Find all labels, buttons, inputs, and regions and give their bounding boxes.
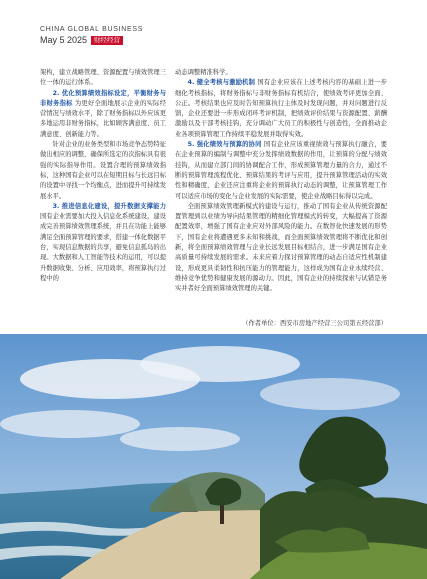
coastal-landscape-photo — [0, 334, 427, 579]
section-tag: 财经经营 — [91, 36, 123, 45]
paragraph: 针对企业的业务类型和市场竞争态势特征做出相应的调整，确保所选定的次指标具有很强的实际指导作用。设置合理的预算绩效指标，这种国有企业可以在短期目标与长远目标的设置中寻找一个均衡点，进而提升可持续发展水平。 — [40, 141, 166, 200]
author-affiliation: （作者单位：西安市房地产经营三公司第五经营部） — [242, 320, 387, 327]
magazine-brand: CHINA GLOBAL BUSINESS — [40, 26, 144, 33]
paragraph: 2. 优化预算绩效指标设定，平衡财务与非财务指标 为更好全面地展示企业的实际经营情况与绩效水平，除了财务指标以外应该更多地运用非财务指标，比如顾客满意度、员工满意度、创新能力等。 — [40, 89, 167, 138]
paragraph: 3. 推进信息化建设，提升数据支撑能力 国有企业需要加大投入信息化系统建设，建设成完善预算绩效管理系统，并且在功能上能够满足全面预算管理的要求，搭建一体化数据平台，实现信息数据的共享，避免信息孤岛的出现。大数据和人工智能等技术的运用，可以提升数据收集、分析、应用效率，将预算执行过程中的 — [40, 202, 166, 282]
paragraph: 架构，建立战略管理、资源配置与绩效管理三位一体的运行体系。 — [40, 69, 166, 87]
issue-date: May 5 2025 — [40, 35, 88, 45]
paragraph: 全面预算绩效管理新模式的建设与运行，推动了国有企业从传统资源配置管理到以业绩为导向结果管理的精细化管理模式的转变，大幅提高了资源配置效率，增强了国有企业应对外部风险的能力。在数智化快速发展的形势下，国有企业将遭遇更多未知和挑战，而全面预算绩效管理将不断优化和创新，将全面预算绩效管理与企业长远发展目标相结合，进一步满足国有企业高质量可持续发展的需求。未来应着力探讨预算管理的动态自适应性机制建设，形成更具柔韧性和抗压能力的管理能力，这样成为国有企业永续经营、维持竞争优势和健康发展的源动力。因此，国有企业的持续探索与试错是务实并者好全面预算绩效管理的关键。 — [175, 202, 387, 293]
paragraph: 4. 健全考核与激励机制 国有企业应该在上述考核内容的基础上进一步细化考核指标，将财务指标与非财务指标有机结合，使绩效考评更加全面、公正。考核结果也应及时告知预算执行主体及时发现问题，并对问题进行反馈，企业还要进一步形成闭环考评机制，把绩效评价结果与资源配置、薪酬激励以及干部考核挂钩，充分调动广大员工的积极性与创造性，全面推动企业各项预算管理工作持续平稳发展并取得实效。 — [175, 79, 387, 138]
section-heading: 3. 推进信息化建设，提升数据支撑能力 — [52, 202, 166, 210]
paragraph: 动态调整精准科学。 — [175, 69, 232, 76]
left-column — [40, 68, 166, 284]
issue-info — [40, 35, 143, 46]
section-heading: 4. 健全考核与激励机制 — [187, 79, 256, 87]
page-header — [40, 25, 143, 46]
section-heading: 2. 优化预算绩效指标设定，平衡财务与非财务指标 — [40, 89, 166, 107]
paragraph: 5. 强化绩效与预算的协同 国有企业应该重视绩效与预算执行融合，要在企业预算的编制与调整中充分发挥绩效数据的作用，让预算的分配与绩效挂钩，从而建立部门间的协调配合工作，形成预算管理力量的合力，通过不断的预算管理流程优化、预算结果的考评与应用，提升预算管理活动的实效性和精确度，企业还应注重将企业的预算执行动态的调整，让预算管理工作可以适应市场的变化与企业发展的实际需要，使企业战略目标得以完成。 — [175, 141, 388, 200]
section-heading: 5. 强化绩效与预算的协同 — [187, 141, 262, 149]
right-column — [175, 68, 387, 295]
